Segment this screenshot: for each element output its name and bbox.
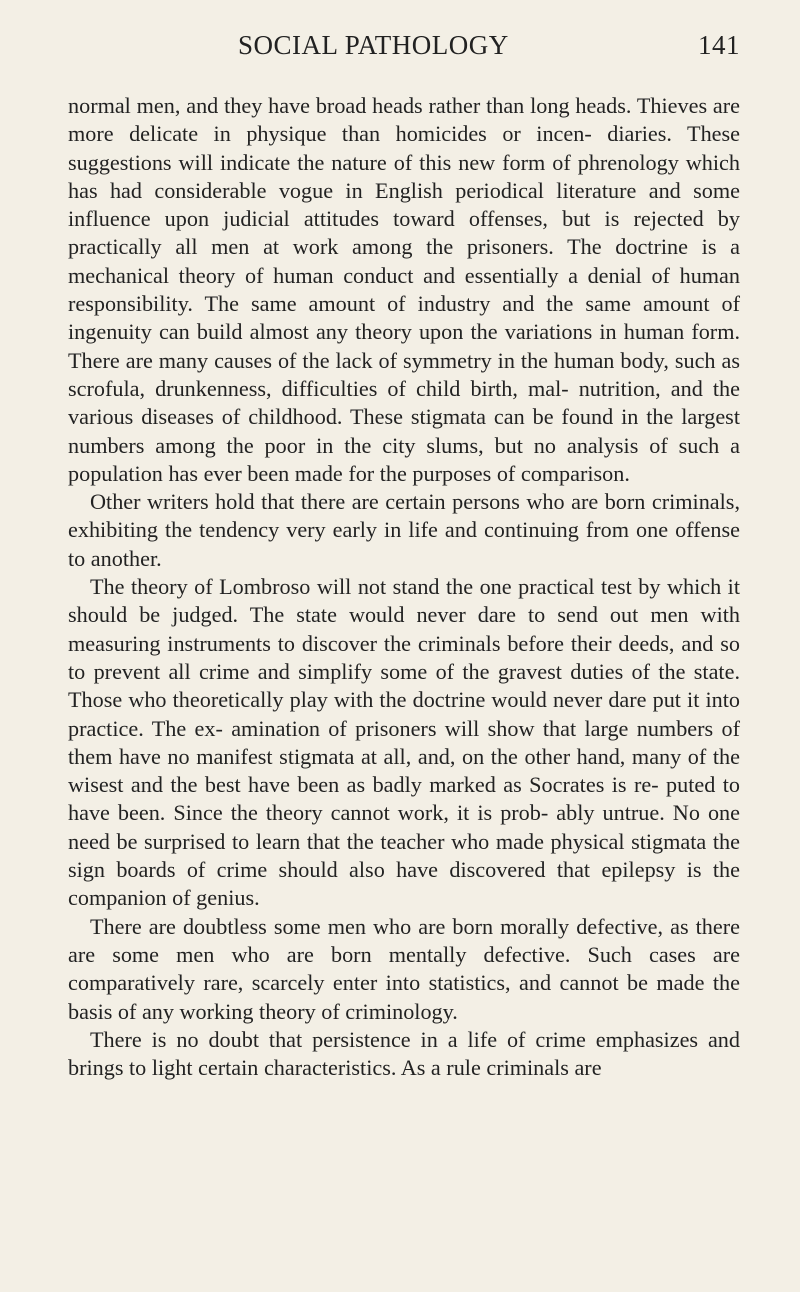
paragraph: There are doubtless some men who are born morally defective, as there are some men who are born mentally defective. Such cases are comparatively rare, scarcely enter into statistics, and cannot be made the basis of any working theory of criminology. — [68, 913, 740, 1024]
page-number: 141 — [698, 30, 740, 60]
running-title: SOCIAL PATHOLOGY — [238, 30, 509, 60]
paragraph: normal men, and they have broad heads rather than long heads. Thieves are more delicate in physique than homicides or incen- diaries. These suggestions will indicate the nature of this new form of phrenology which has had considerable vogue in English periodical literature and some influence upon judicial attitudes toward offenses, but is rejected by practically all men at work among the prisoners. The doctrine is a mechanical theory of human conduct and essentially a denial of human responsibility. The same amount of industry and the same amount of ingenuity can build almost any theory upon the variations in human form. There are many causes of the lack of symmetry in the human body, such as scrofula, drunkenness, difficulties of child birth, mal- nutrition, and the various diseases of childhood. These stigmata can be found in the largest numbers among the poor in the city slums, but no analysis of such a population has ever been made for the purposes of comparison. — [68, 93, 740, 486]
running-head — [68, 30, 740, 70]
paragraph: There is no doubt that persistence in a life of crime emphasizes and brings to light certain characteristics. As a rule criminals are — [68, 1026, 740, 1081]
paragraph: Other writers hold that there are certain persons who are born criminals, exhibiting the tendency very early in life and continuing from one offense to another. — [68, 489, 740, 571]
paragraph: The theory of Lombroso will not stand the one practical test by which it should be judged. The state would never dare to send out men with measuring instruments to discover the criminals before their deeds, and so to prevent all crime and simplify some of the gravest duties of the state. Those who theoretically play with the doctrine would never dare put it into practice. The ex- amination of prisoners will show that large numbers of them have no manifest stigmata at all, and, on the other hand, many of the wisest and the best have been as badly marked as Socrates is re- puted to have been. Since the theory cannot work, it is prob- ably untrue. No one need be surprised to learn that the teacher who made physical stigmata the sign boards of crime should also have discovered that epilepsy is the companion of genius. — [68, 574, 740, 911]
body-text — [68, 92, 740, 1082]
